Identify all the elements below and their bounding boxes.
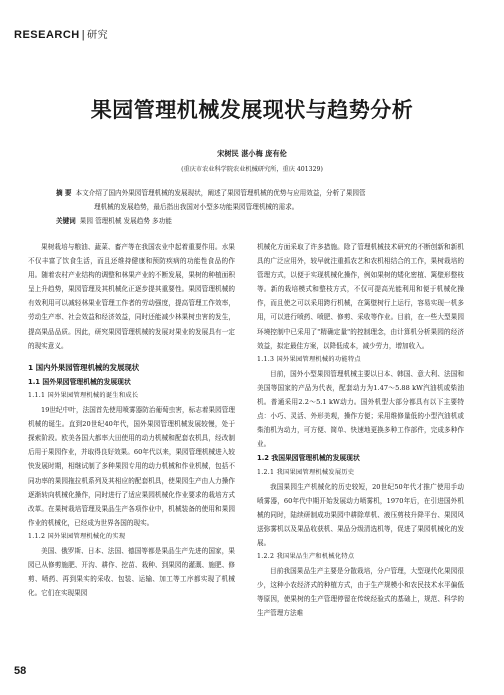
paragraph: 目前，国外小型果园管理机械主要以日本、韩国、意大利、法国和美国等国家的产品为代表，配套动力为1.47～5.88 kW汽油机或柴油机。普通采用2.2～5.1 kW动力。国外机型大部分都具有以下主要特点：小巧、灵活、外形美观，操作方便；采用维修量低的小型汽油机或柴油机为动力，可方便、简单、快速地更换多种工作部件，完成多种作业。: [257, 369, 464, 449]
heading-1-2: 1.2 我国果园管理机械的发展现状: [257, 454, 360, 463]
heading-1-1-2: 1.1.2 国外果园管理机械化的实现: [28, 532, 126, 540]
keywords: 果园 管理机械 发展趋势 多功能: [79, 217, 172, 225]
paragraph: 我国果园生产机械化的历史较短，20世纪50年代才推广使用手动喷雾器，60年代中期开始发展动力喷雾机，1970年后，在引进国外机械的同时，陆续研制成功果园中耕除草机、液压剪枝升降平台、果园风送弥雾机以及果品收获机、果品分级清选机等，促进了果园机械化的发展。: [257, 482, 464, 547]
heading-1: 1 国内外果园管理机械的发展现状: [28, 362, 140, 372]
paragraph: 目前我国果品生产主要是分散栽培，分户管理，大型现代化果园很少，这种小农经济式的种植方式，由于生产规模小和农民技术水平偏低等原因，使果树的生产管理停留在传统经验式的基础上，规范、科学的生产管理方法难: [257, 567, 464, 618]
left-column: [28, 240, 235, 600]
right-column: [257, 240, 464, 621]
page-number: 58: [14, 665, 27, 677]
heading-1-1-3: 1.1.3 国外果园管理机械的功能特点: [257, 355, 361, 363]
intro-paragraph: 果树栽培与粮油、蔬菜、畜产等在我国农业中起着重要作用。水果不仅丰富了饮食生活，而且还维持健康和预防疾病的功能性食品的作用。随着农村产业结构的调整和林果产业的不断发展，果树的种植面积呈上升趋势，果园管理及其机械化正逐步提其重要性。果园管理机械的有效利用可以减轻林果业管理工作者的劳动强度，提高管理工作效率，劳动生产率、社会效益和经济效益，同时还能减少林果树虫害的发生，提高果品品质。因此，研究果园管理机械的发展对果业的发展具有一定的现实意义。: [28, 243, 235, 350]
paragraph: 美国、俄罗斯、日本、法国、德国等都是果品生产先进的国家，果园已从修剪施肥、开沟、耕作、挖苗、栽种、到果园的灌溉、施肥、修剪、喷药、再到果实的采收、包装、运输、加工等工序都实现了机械化。它们在实现果园: [28, 546, 235, 598]
heading-1-1: 1.1 国外果园管理机械的发展现状: [28, 377, 131, 386]
abstract-line-1: 本文介绍了国内外果园管理机械的发展现状，阐述了果园管理机械的优势与应用效益，分析了果园管: [75, 189, 366, 197]
header-separator: |: [81, 29, 86, 41]
journal-header: [14, 26, 108, 41]
heading-1-2-1: 1.2.1 我国果园管理机械发展历史: [257, 468, 355, 476]
abstract-line-2: 理机械的发展趋势，最后指出我国对小型多功能果园管理机械的需求。: [94, 203, 299, 211]
authors: 宋树民 湛小梅 庞有伦: [217, 149, 287, 158]
keywords-label: 关键词: [56, 217, 76, 225]
heading-1-1-1: 1.1.1 国外果园管理机械的诞生和成长: [28, 391, 139, 399]
heading-1-2-2: 1.2.2 我国果品生产和机械化特点: [257, 553, 355, 561]
affiliation: (重庆市农业科学院农业机械研究所，重庆 401329): [181, 166, 323, 173]
abstract: [56, 186, 456, 228]
paragraph: 机械化方面采取了许多措施。除了管理机械技术研究的不断创新和新机具的广泛应用外，较早就注重抓农艺和农机相结合的工作，果树栽培的管理方式，以便于实现机械化操作，例如果树的矮化密植、篱壁形整枝等。新的栽培模式和整枝方式，不仅可提高光能利用和便于机械化操作，而且使之可以采用跨行机械，在篱壁树行上运行，容易实现一机多用，可以进行喷药、喷肥、修剪、采收等作业。目前，在一些大型果园环境控制中已采用了"精确定量"的控制理念，由计算机分析果园的经济效益，拟定最佳方案，以降低成本，减少劳力，增加收入。: [257, 243, 464, 350]
abstract-label: 摘 要: [56, 189, 72, 197]
section-name: 研究: [87, 30, 109, 41]
paragraph: 19世纪中叶，法国首先使用喷雾器防治葡萄虫害，标志着果园管理机械的诞生。直到20世纪40年代，国外果园管理机械发展较慢，处于探索阶段。欧美各国大都率大田使用的动力机械和配套农机具，经改制后用于果园作业，并取得良好效果。60年代以来，果园管理机械进入较快发展时期，相继试制了多种果园专用的动力机械和作业机械，包括不同功率的果园拖拉机系列及其相应的配套机具，使果园生产由人力操作逐渐转向机械化操作，同时进行了适应果园机械化作业要求的栽培方式改革。在果树栽培管理及果品生产各项作业中，机械装备的使用和果园作业的机械化，已经成为世界各国的现实。: [28, 406, 235, 527]
section-brand: RESEARCH: [14, 29, 80, 41]
article-title: 果园管理机械发展现状与趋势分析: [90, 97, 414, 122]
